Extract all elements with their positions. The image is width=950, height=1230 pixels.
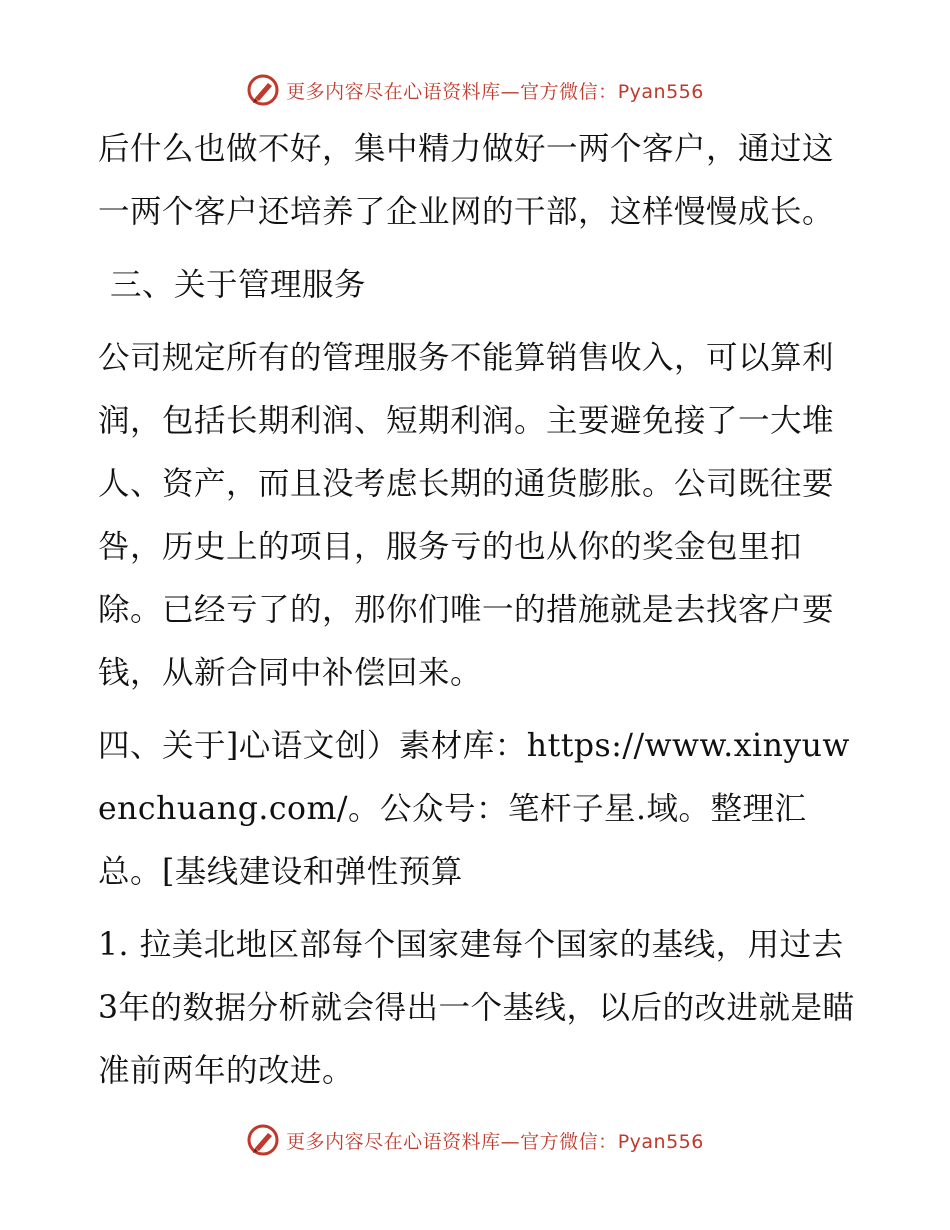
pen-logo-icon xyxy=(246,73,280,107)
banner-text xyxy=(286,1127,704,1154)
paragraph-continuation: 后什么也做不好，集中精力做好一两个客户，通过这一两个客户还培养了企业网的干部，这样慢慢成长。 xyxy=(98,131,835,230)
banner-contact-handle: Pyan556 xyxy=(617,1130,704,1153)
footer-banner xyxy=(0,1120,950,1160)
section-heading-baseline-budget: 四、关于]心语文创）素材库：https://www.xinyuwenchuang.com/。公众号：笔杆子星.域。整理汇总。[基线建设和弹性预算 xyxy=(98,728,850,890)
banner-contact-handle: Pyan556 xyxy=(617,80,704,103)
header-banner xyxy=(0,70,950,110)
banner-brand: 更多内容尽在心语资料库 xyxy=(286,80,501,103)
pen-logo-icon xyxy=(246,1123,280,1157)
banner-brand: 更多内容尽在心语资料库 xyxy=(286,1130,501,1153)
banner-contact-label: 官方微信： xyxy=(520,1130,618,1153)
banner-contact-label: 官方微信： xyxy=(520,80,618,103)
document-body xyxy=(98,118,858,1103)
paragraph-management-services: 公司规定所有的管理服务不能算销售收入，可以算利润，包括长期利润、短期利润。主要避免接了一大堆人、资产，而且没考虑长期的通货膨胀。公司既往要咎，历史上的项目，服务亏的也从你的奖金包里扣除。已经亏了的，那你们唯一的措施就是去找客户要钱，从新合同中补偿回来。 xyxy=(98,340,835,691)
paragraph-baseline-item-1: 1. 拉美北地区部每个国家建每个国家的基线，用过去3年的数据分析就会得出一个基线，以后的改进就是瞄准前两年的改进。 xyxy=(98,927,855,1089)
section-heading-management-services: 三、关于管理服务 xyxy=(110,267,367,303)
banner-separator: — xyxy=(500,80,521,103)
banner-text xyxy=(286,77,704,104)
banner-separator: — xyxy=(500,1130,521,1153)
